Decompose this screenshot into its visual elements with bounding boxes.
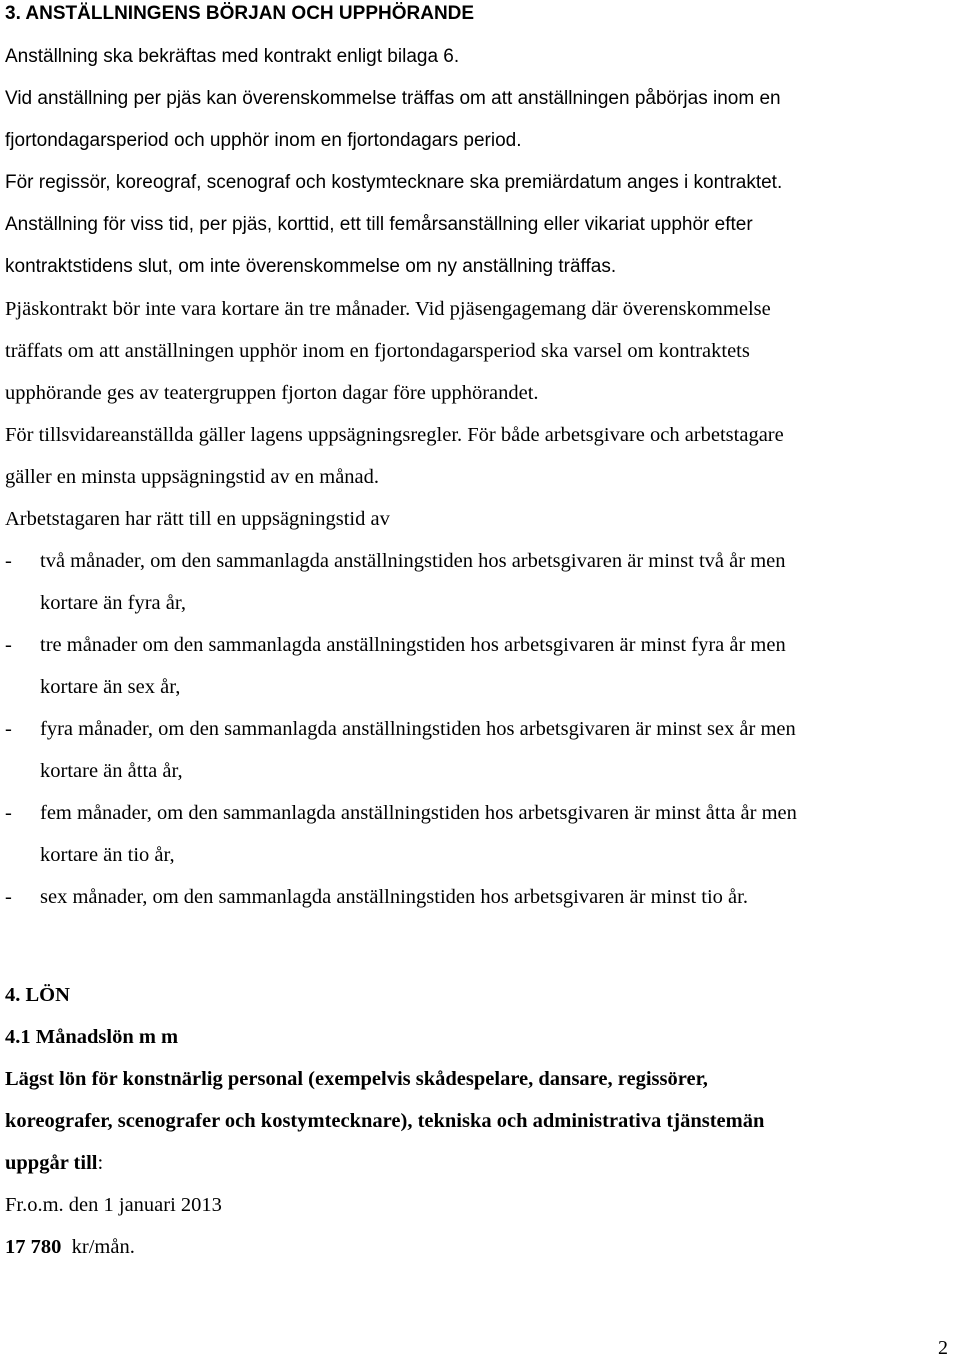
list-bullet: -: [5, 886, 12, 908]
list-item-continuation: kortare än åtta år,: [40, 760, 183, 782]
salary-intro-bold: uppgår till: [5, 1152, 98, 1174]
paragraph-line: Arbetstagaren har rätt till en uppsägningstid av: [5, 508, 390, 530]
salary-unit: kr/mån.: [71, 1236, 135, 1258]
paragraph-line: För regissör, koreograf, scenograf och kostymtecknare ska premiärdatum anges i kontraktet.: [5, 172, 783, 193]
list-bullet: -: [5, 718, 12, 740]
paragraph-line: Pjäskontrakt bör inte vara kortare än tre månader. Vid pjäsengagemang där överenskommelse: [5, 298, 771, 320]
salary-intro-line: [5, 1153, 103, 1174]
section-3-heading: 3. ANSTÄLLNINGENS BÖRJAN OCH UPPHÖRANDE: [5, 3, 475, 24]
list-item: två månader, om den sammanlagda anställningstiden hos arbetsgivaren är minst två år men: [40, 550, 786, 572]
list-item: sex månader, om den sammanlagda anställningstiden hos arbetsgivaren är minst tio år.: [40, 886, 748, 908]
section-4-heading: 4. LÖN: [5, 984, 70, 1006]
effective-date: Fr.o.m. den 1 januari 2013: [5, 1194, 222, 1216]
list-item-continuation: kortare än sex år,: [40, 676, 181, 698]
salary-intro-line: koreografer, scenografer och kostymtecknare), tekniska och administrativa tjänstemän: [5, 1110, 765, 1132]
list-item: tre månader om den sammanlagda anställningstiden hos arbetsgivaren är minst fyra år men: [40, 634, 786, 656]
list-bullet: -: [5, 634, 12, 656]
paragraph-line: fjortondagarsperiod och upphör inom en fjortondagars period.: [5, 130, 522, 151]
salary-intro-line: Lägst lön för konstnärlig personal (exempelvis skådespelare, dansare, regissörer,: [5, 1068, 708, 1090]
section-4-1-subheading: 4.1 Månadslön m m: [5, 1026, 179, 1048]
paragraph-line: Vid anställning per pjäs kan överenskommelse träffas om att anställningen påbörjas inom en: [5, 88, 781, 109]
salary-intro-colon: :: [97, 1152, 104, 1174]
paragraph-line: För tillsvidareanställda gäller lagens uppsägningsregler. För både arbetsgivare och arbetstagare: [5, 424, 784, 446]
paragraph-line: träffats om att anställningen upphör inom en fjortondagarsperiod ska varsel om kontraktets: [5, 340, 750, 362]
list-item: fem månader, om den sammanlagda anställningstiden hos arbetsgivaren är minst åtta år men: [40, 802, 797, 824]
list-item-continuation: kortare än fyra år,: [40, 592, 187, 614]
paragraph-line: kontraktstidens slut, om inte överenskommelse om ny anställning träffas.: [5, 256, 617, 277]
list-bullet: -: [5, 550, 12, 572]
salary-amount: 17 780: [5, 1236, 62, 1258]
salary-amount-line: [5, 1237, 135, 1258]
paragraph-line: gäller en minsta uppsägningstid av en månad.: [5, 466, 380, 488]
page-number: 2: [938, 1337, 948, 1359]
list-bullet: -: [5, 802, 12, 824]
list-item: fyra månader, om den sammanlagda anställningstiden hos arbetsgivaren är minst sex år men: [40, 718, 796, 740]
paragraph-line: Anställning ska bekräftas med kontrakt enligt bilaga 6.: [5, 46, 460, 67]
paragraph-line: Anställning för viss tid, per pjäs, korttid, ett till femårsanställning eller vikariat upphör efter: [5, 214, 753, 235]
list-item-continuation: kortare än tio år,: [40, 844, 175, 866]
paragraph-line: upphörande ges av teatergruppen fjorton dagar före upphörandet.: [5, 382, 539, 404]
